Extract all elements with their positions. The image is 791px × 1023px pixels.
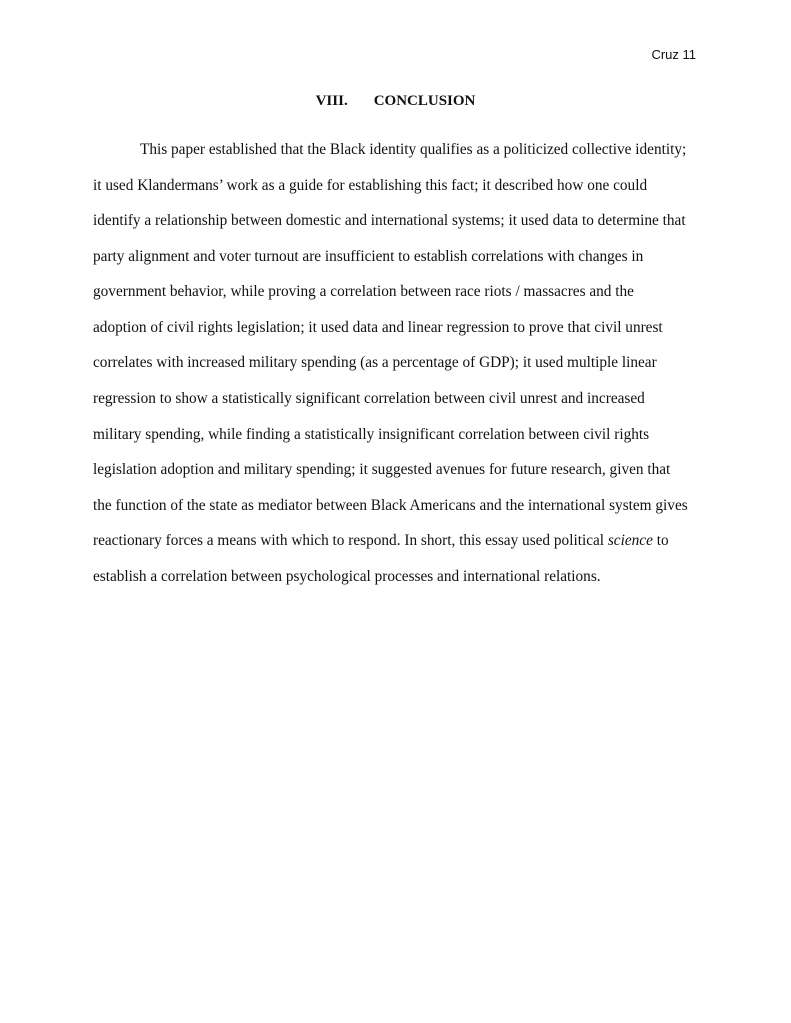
paragraph-line: it used Klandermans’ work as a guide for establishing this fact; it described how one could	[93, 177, 648, 194]
paragraph-line: identify a relationship between domestic and international systems; it used data to determine that	[93, 212, 686, 229]
italic-emphasis: science	[607, 532, 653, 549]
section-heading	[0, 93, 791, 110]
paragraph-line: party alignment and voter turnout are insufficient to establish correlations with changes in	[93, 248, 644, 265]
paragraph-line	[93, 532, 669, 550]
section-number: VIII.	[315, 93, 348, 109]
line-text: reactionary forces a means with which to respond. In short, this essay used political	[93, 532, 608, 549]
paragraph-line: military spending, while finding a statistically insignificant correlation between civil rights	[93, 426, 650, 443]
paragraph-line: establish a correlation between psychological processes and international relations.	[93, 568, 601, 585]
paragraph-line: This paper established that the Black identity qualifies as a politicized collective identity;	[140, 141, 687, 158]
paragraph-line: adoption of civil rights legislation; it used data and linear regression to prove that civil unrest	[93, 319, 663, 336]
paragraph-line: regression to show a statistically significant correlation between civil unrest and increased	[93, 390, 645, 407]
section-title: CONCLUSION	[373, 93, 476, 109]
paragraph-line: the function of the state as mediator between Black Americans and the international system gives	[93, 497, 688, 514]
paragraph-line: correlates with increased military spending (as a percentage of GDP); it used multiple linear	[93, 354, 657, 371]
paragraph-line: government behavior, while proving a correlation between race riots / massacres and the	[93, 283, 634, 300]
line-text: to	[652, 532, 669, 549]
paragraph-line: legislation adoption and military spending; it suggested avenues for future research, given that	[93, 461, 671, 478]
running-head: Cruz 11	[651, 47, 696, 62]
